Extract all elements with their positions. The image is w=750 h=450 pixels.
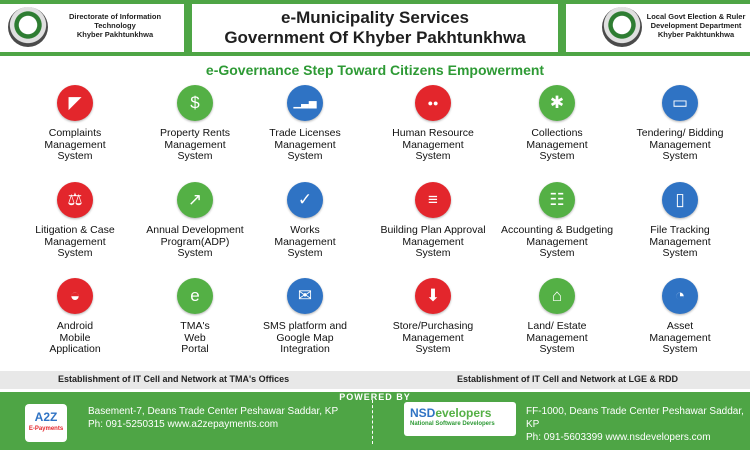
- page-subtitle: Government Of Khyber Pakhtunkhwa: [224, 28, 526, 47]
- service-label: Litigation & Case Management System: [35, 224, 115, 259]
- service-label: Human Resource Management System: [392, 127, 474, 162]
- nsd-logo-mark-a: NSD: [410, 406, 436, 420]
- document-list-icon: ≡: [415, 182, 451, 218]
- a2z-logo[interactable]: [25, 404, 67, 442]
- service-label: Property Rents Management System: [159, 127, 231, 162]
- megaphone-icon: ◤: [57, 85, 93, 121]
- service-label: Accounting & Budgeting Management System: [500, 224, 614, 259]
- service-item[interactable]: [373, 182, 493, 260]
- trend-line-icon: ↗: [177, 182, 213, 218]
- a2z-phone-website: Ph: 091-5250315 www.a2zepayments.com: [88, 419, 279, 430]
- service-item[interactable]: [620, 85, 740, 163]
- a2z-logo-mark: A2Z: [34, 410, 58, 424]
- right-org-name: Local Govt Election & Ruler Development Department Khyber Pakhtunkhwa: [646, 12, 746, 39]
- service-label: Collections Management System: [526, 127, 588, 162]
- nsd-contact-block: [526, 405, 750, 444]
- calculator-icon: ☷: [539, 182, 575, 218]
- service-label: Land/ Estate Management System: [526, 320, 588, 355]
- service-label: Asset Management System: [649, 320, 711, 355]
- browser-icon: e: [177, 278, 213, 314]
- money-icon: ▭: [662, 85, 698, 121]
- service-item[interactable]: [497, 278, 617, 356]
- service-item[interactable]: [620, 182, 740, 260]
- service-label: Annual Development Program(ADP) System: [146, 224, 244, 259]
- kp-emblem-icon: [8, 7, 48, 47]
- service-label: Complaints Management System: [44, 127, 106, 162]
- a2z-logo-subtext: E-Payments: [28, 426, 64, 432]
- sms-phone-icon: ✉: [287, 278, 323, 314]
- nsd-logo-subtext: National Software Developers: [410, 421, 495, 427]
- nsd-address: FF-1000, Deans Trade Center Peshawar Saddar, KP: [526, 406, 744, 430]
- service-item[interactable]: [245, 85, 365, 163]
- nsd-logo-mark-b: evelopers: [435, 406, 492, 420]
- service-item[interactable]: [620, 278, 740, 356]
- nsd-phone-website: Ph: 091-5603399 www.nsdevelopers.com: [526, 432, 711, 443]
- left-org-name: Directorate of Information Technology Khyber Pakhtunkhwa: [68, 12, 162, 39]
- service-item[interactable]: [135, 85, 255, 163]
- android-icon: ◒: [57, 278, 93, 314]
- service-label: Trade Licenses Management System: [269, 127, 341, 162]
- service-label: Building Plan Approval Management System: [380, 224, 486, 259]
- cart-icon: ⬇: [415, 278, 451, 314]
- file-icon: ▯: [662, 182, 698, 218]
- network-icon: ✱: [539, 85, 575, 121]
- people-icon: ●●: [415, 85, 451, 121]
- page-title: e-Municipality Services: [280, 8, 470, 27]
- service-label: TMA's Web Portal: [180, 320, 210, 355]
- service-item[interactable]: [497, 182, 617, 260]
- a2z-contact-block: [88, 405, 338, 431]
- nsd-logo-mark: [410, 405, 516, 421]
- powered-by-label: POWERED BY: [339, 392, 411, 402]
- service-label: Store/Purchasing Management System: [392, 320, 474, 355]
- home-outline-icon: ⌂: [539, 278, 575, 314]
- service-item[interactable]: [373, 85, 493, 163]
- service-label: Tendering/ Bidding Management System: [636, 127, 724, 162]
- it-cell-lge-text: Establishment of IT Cell and Network at LGE & RDD: [457, 374, 679, 384]
- tagline: e-Governance Step Toward Citizens Empowerment: [205, 62, 545, 78]
- service-item[interactable]: [245, 278, 365, 356]
- kp-emblem-icon: [602, 7, 642, 47]
- nsd-logo[interactable]: [404, 402, 516, 436]
- service-item[interactable]: [135, 278, 255, 356]
- service-label: Works Management System: [274, 224, 336, 259]
- user-case-icon: ⚖: [57, 182, 93, 218]
- service-label: SMS platform and Google Map Integration: [262, 320, 348, 355]
- house-dollar-icon: $: [177, 85, 213, 121]
- bar-chart-icon: ▁▃▅: [287, 85, 323, 121]
- service-label: Android Mobile Application: [49, 320, 101, 355]
- a2z-address: Basement-7, Deans Trade Center Peshawar Saddar, KP: [88, 406, 339, 417]
- calendar-check-icon: ✓: [287, 182, 323, 218]
- it-cell-tma-text: Establishment of IT Cell and Network at TMA's Offices: [58, 374, 290, 384]
- service-item[interactable]: [15, 85, 135, 163]
- pie-chart-icon: ◔: [662, 278, 698, 314]
- service-item[interactable]: [497, 85, 617, 163]
- service-item[interactable]: [15, 278, 135, 356]
- service-item[interactable]: [245, 182, 365, 260]
- footer-divider: [372, 400, 373, 444]
- service-item[interactable]: [15, 182, 135, 260]
- service-label: File Tracking Management System: [649, 224, 711, 259]
- service-item[interactable]: [135, 182, 255, 260]
- service-item[interactable]: [373, 278, 493, 356]
